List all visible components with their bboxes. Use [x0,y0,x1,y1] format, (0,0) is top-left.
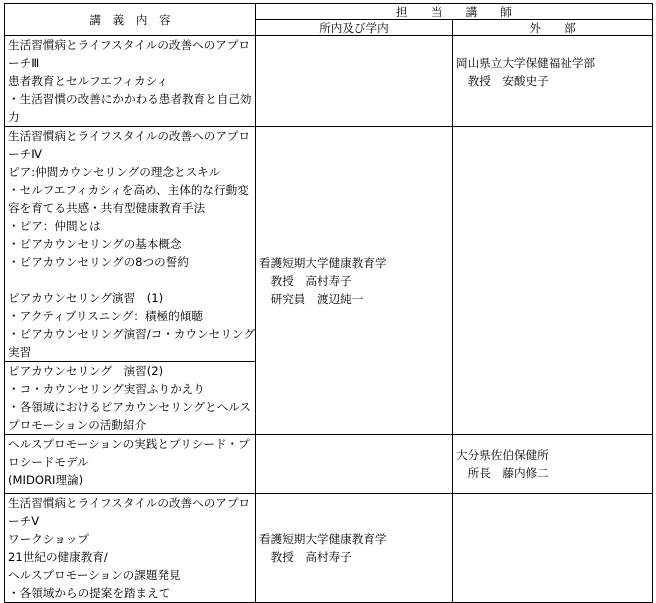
external-cell: 大分県佐伯保健所 所長 藤内修二 [453,435,653,494]
inhouse-cell [256,435,453,494]
external-cell: 岡山県立大学保健福祉学部 教授 安酸史子 [453,36,653,127]
table-row [5,127,653,362]
header-external: 外 部 [453,20,653,36]
lecture-content-cell: 生活習慣病とライフスタイルの改善へのアプローチⅤ ワークショップ 21世紀の健康教育/ ヘルスプロモーションの課題発見 ・各領域からの提案を踏まえて [5,494,256,603]
inhouse-cell [256,36,453,127]
header-inhouse: 所内及び学内 [256,20,453,36]
lecture-content-cell: ピアカウンセリング 演習(2) ・コ・カウンセリング実習ふりかえり ・各領域におけるピアカウンセリングとヘルスプロモーションの活動紹介 [5,362,256,435]
header-lecture-content: 講 義 内 容 [5,4,256,36]
lecture-content-cell: 生活習慣病とライフスタイルの改善へのアプローチⅢ 患者教育とセルフエフィカシィ ・生活習慣の改善にかかわる患者教育と自己効力 [5,36,256,127]
lecture-schedule-table [4,3,653,603]
lecture-content-cell: 生活習慣病とライフスタイルの改善へのアプローチⅣ ピア:仲間カウンセリングの理念とスキル ・セルフエフィカシィを高め、主体的な行動変容を育てる共感・共有型健康教育手法 ・ピア：仲間とは ・ピアカウンセリングの基本概念 ・ピアカウンセリングの8つの誓約 ピアカウンセリング演習 (1) ・アクティブリスニング：積極的傾聴 ・ピアカウンセリング演習/コ・カウンセリング実習 [5,127,256,362]
inhouse-cell: 看護短期大学健康教育学 教授 高村寿子 [256,494,453,603]
table-row [5,435,653,494]
external-cell [453,494,653,603]
table-row [5,36,653,127]
lecture-content-cell: ヘルスプロモーションの実践とプリシード・プロシードモデル (MIDORI理論) [5,435,256,494]
table-row [5,494,653,603]
header-instructors: 担 当 講 師 [256,4,653,20]
inhouse-merged-cell: 看護短期大学健康教育学 教授 高村寿子 研究員 渡辺純一 [256,127,453,435]
external-cell [453,127,653,435]
